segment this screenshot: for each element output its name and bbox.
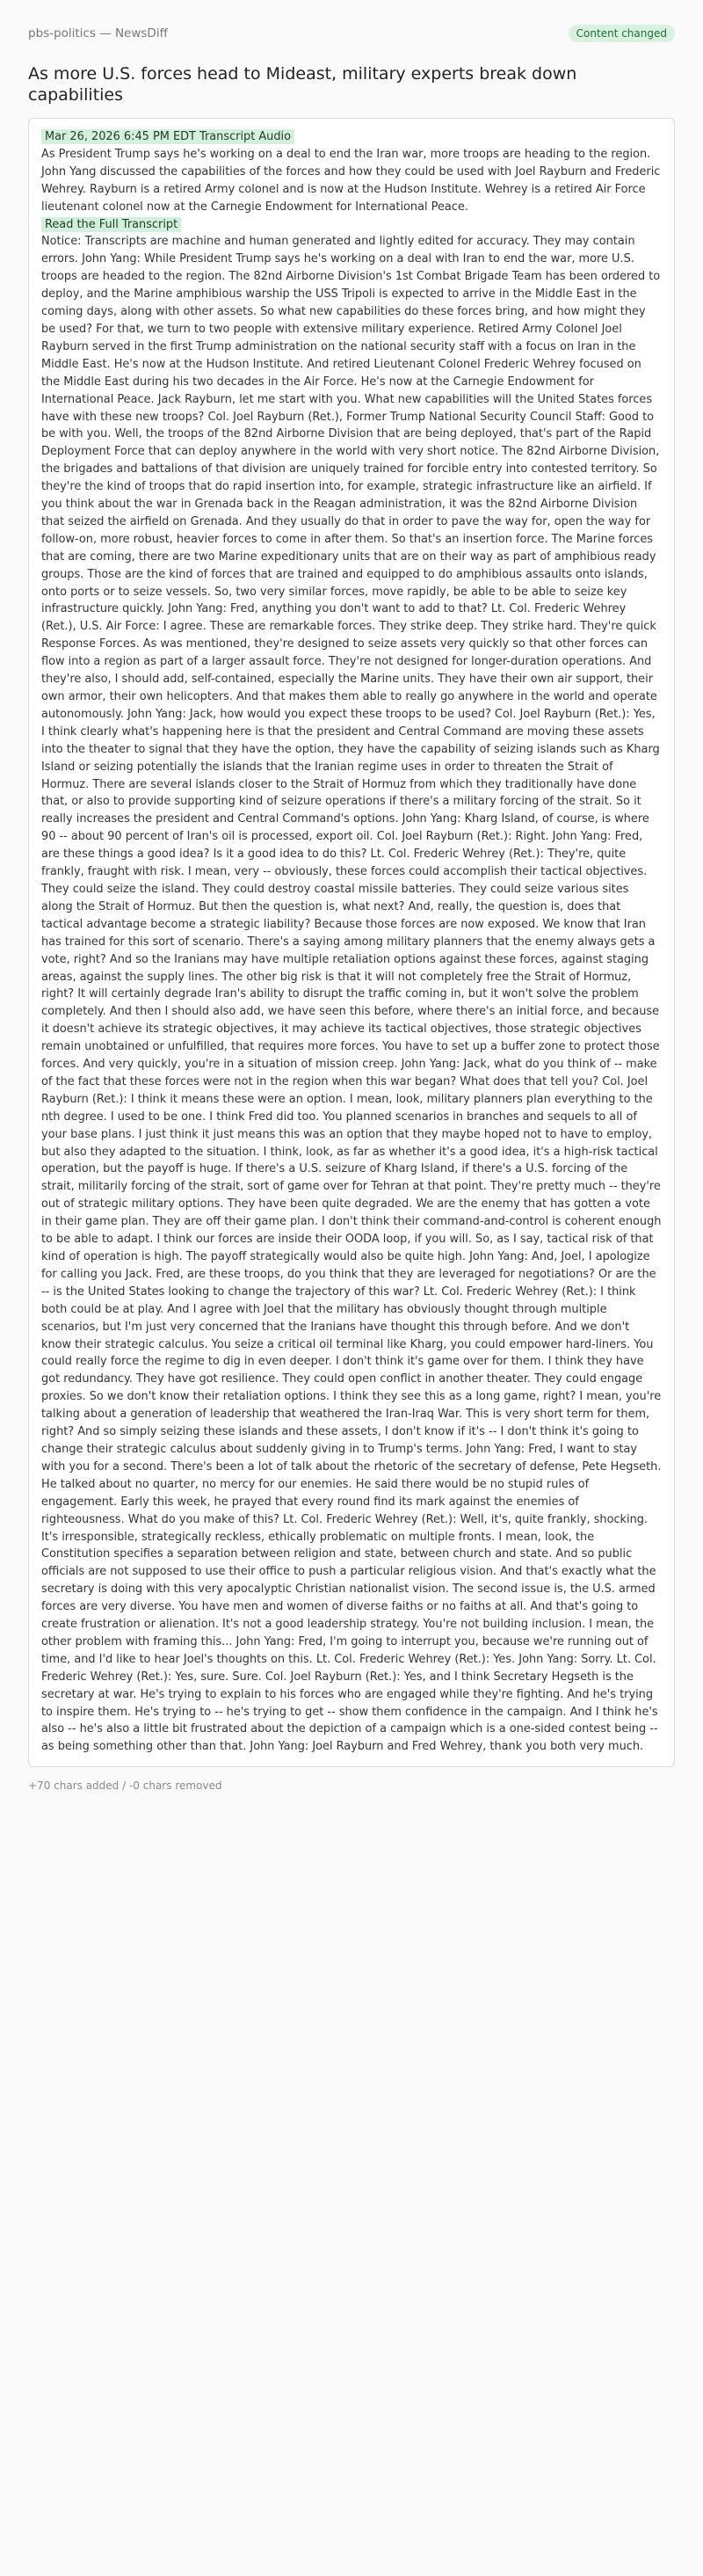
timestamp-highlight: Mar 26, 2026 6:45 PM EDT Transcript Audio <box>41 129 294 144</box>
transcript-label-highlight: Read the Full Transcript <box>41 217 181 232</box>
article-title: As more U.S. forces head to Mideast, military experts break down capabilities <box>28 64 577 105</box>
article-summary: As President Trump says he's working on a deal to end the Iran war, more troops are heading to the region. John Yang discussed the capabilities of the forces and how they could be used with Joel Rayburn and Frederic Wehrey. Rayburn is a retired Army colonel and is now at the Hudson Institute. Wehrey is a retired Air Force lieutenant colonel now at the Carnegie Endowment for International Peace. <box>41 147 661 214</box>
page-header <box>28 26 675 40</box>
source-label: pbs-politics — NewsDiff <box>28 26 168 40</box>
diff-summary: +70 chars added / -0 chars removed <box>28 1779 222 1793</box>
transcript-text: Notice: Transcripts are machine and human generated and lightly edited for accuracy. They may contain errors. John Yang: While President Trump says he's working on a deal with Iran to end the war, more U.S. troops are headed to the region. The 82nd Airborne Division's 1st Combat Brigade Team has been ordered to deploy, and the Marine amphibious warship the USS Tripoli is expected to arrive in the Middle East in the coming days, along with other assets. So what new capabilities do these forces bring, and how might they be used? For that, we turn to two people with extensive military experience. Retired Army Colonel Joel Rayburn served in the first Trump administration on the national security staff with a focus on Iran in the Middle East. He's now at the Hudson Institute. And retired Lieutenant Colonel Frederic Wehrey focused on the Middle East during his two decades in the Air Force. He's now at the Carnegie Endowment for International Peace. Jack Rayburn, let me start with you. What new capabilities will the United States forces have with these new troops? Col. Joel Rayburn (Ret.), Former Trump National Security Council Staff: Good to be with you. Well, the troops of the 82nd Airborne Division that are being deployed, that's part of the Rapid Deployment Force that can deploy anywhere in the world with very short notice. The 82nd Airborne Division, the brigades and battalions of that division are uniquely trained for forcible entry into contested territory. So they're the kind of troops that do rapid insertion into, for example, strategic infrastructure like an airfield. If you think about the war in Grenada back in the Reagan administration, it was the 82nd Airborne Division that seized the airfield on Grenada. And they usually do that in order to pave the way for, open the way for follow-on, more robust, heavier forces to come in after them. So that's an insertion force. The Marine forces that are coming, there are two Marine expeditionary units that are on their way as part of amphibious ready groups. Those are the kind of forces that are trained and equipped to do amphibious assaults onto islands, onto ports or to seize vessels. So, two very similar forces, move rapidly, be able to be able to seize key infrastructure quickly. John Yang: Fred, anything you don't want to add to that? Lt. Col. Frederic Wehrey (Ret.), U.S. Air Force: I agree. These are remarkable forces. They strike deep. They strike hard. They're quick Response Forces. As was mentioned, they're designed to seize assets very quickly so that other forces can flow into a region as part of a larger assault force. They're not designed for longer-duration operations. And they're also, I should add, self-contained, especially the Marine units. They have their own air support, their own armor, their own helicopters. And that makes them able to really go anywhere in the world and operate autonomously. John Yang: Jack, how would you expect these troops to be used? Col. Joel Rayburn (Ret.): Yes, I think clearly what's happening here is that the president and Central Command are moving these assets into the theater to signal that they have the option, they have the capability of seizing islands such as Kharg Island or seizing potentially the islands that the Iranian regime uses in order to threaten the Strait of Hormuz. There are several islands closer to the Strait of Hormuz from which they traditionally have done that, or also to provide supporting kind of seizure operations if there's a military forcing of the strait. So it really increases the president and Central Command's options. John Yang: Kharg Island, of course, is where 90 -- about 90 percent of Iran's oil is processed, export oil. Col. Joel Rayburn (Ret.): Right. John Yang: Fred, are these things a good idea? Is it a good idea to do this? Lt. Col. Frederic Wehrey (Ret.): They're, quite frankly, fraught with risk. I mean, very -- obviously, these forces could accomplish their tactical objectives. They could seize the island. They could destroy coastal missile batteries. They could seize various sites along the Strait of Hormuz. But then the question is, what next? And, really, the question is, does that tactical advantage become a strategic liability? Because those forces are now exposed. We know that Iran has trained for this sort of scenario. There's a saying among military planners that the enemy always gets a vote, right? And so the Iranians may have multiple retaliation options against these forces, against staging areas, against the supply lines. The other big risk is that it will not completely free the Strait of Hormuz, right? It will certainly degrade Iran's ability to disrupt the traffic coming in, but it won't solve the problem completely. And then I should also add, we have seen this before, where there's an initial force, and because it doesn't achieve its strategic objectives, it may achieve its tactical objectives, those strategic objectives remain unobtained or unfulfilled, that requires more forces. You have to set up a buffer zone to protect those forces. And very quickly, you're in a situation of mission creep. John Yang: Jack, what do you think of -- make of the fact that these forces were not in the region when this war began? What does that tell you? Col. Joel Rayburn (Ret.): I think it means these were an option. I mean, look, military planners plan everything to the nth degree. I used to be one. I think Fred did too. You planned scenarios in branches and sequels to all of your base plans. I just think it just means this was an option that they maybe hoped not to have to employ, but also they adapted to the situation. I think, look, as far as whether it's a good idea, it's a high-risk tactical operation, but the payoff is huge. If there's a U.S. seizure of Kharg Island, if there's a U.S. forcing of the strait, militarily forcing of the strait, sort of game over for Tehran at that point. They're pretty much -- they're out of strategic military options. They have been quite degraded. We are the enemy that has gotten a vote in their game plan. They are off their game plan. I don't think their command-and-control is coherent enough to be able to adapt. I think our forces are inside their OODA loop, if you will. So, as I say, tactical risk of that kind of operation is high. The payoff strategically would also be quite high. John Yang: And, Joel, I apologize for calling you Jack. Fred, are these troops, do you think that they are leveraged for negotiations? Or are the -- is the United States looking to change the trajectory of this war? Lt. Col. Frederic Wehrey (Ret.): I think both could be at play. And I agree with Joel that the military has obviously thought through multiple scenarios, but I'm just very concerned that the Iranians have thought this through before. And we don't know their strategic calculus. You seize a critical oil terminal like Kharg, you could empower hard-liners. You could really force the regime to dig in even deeper. I don't think it's game over for them. I think they have got redundancy. They have got resilience. They could open conflict in another theater. They could engage proxies. So we don't know their retaliation options. I think they see this as a long game, right? I mean, you're talking about a generation of leadership that weathered the Iran-Iraq War. This is very short term for them, right? And so simply seizing these islands and these assets, I don't know if it's -- I don't think it's going to change their strategic calculus about suddenly giving in to Trump's terms. John Yang: Fred, I want to stay with you for a second. There's been a lot of talk about the rhetoric of the secretary of defense, Pete Hegseth. He talked about no quarter, no mercy for our enemies. He said there would be no stupid rules of engagement. Early this week, he prayed that every round find its mark against the enemies of righteousness. What do you make of this? Lt. Col. Frederic Wehrey (Ret.): Well, it's, quite frankly, shocking. It's irresponsible, strategically reckless, ethically problematic on multiple fronts. I mean, look, the Constitution specifies a separation between religion and state, between church and state. And so public officials are not supposed to use their office to push a particular religious vision. And that's exactly what the secretary is doing with this very apocalyptic Christian nationalist vision. The second issue is, the U.S. armed forces are very diverse. You have men and women of diverse faiths or no faiths at all. And that's going to create frustration or alienation. It's not a good leadership strategy. You're not building inclusion. I mean, the other problem with framing this... John Yang: Fred, I'm going to interrupt you, because we're running out of time, and I'd like to hear Joel's thoughts on this. Lt. Col. Frederic Wehrey (Ret.): Yes. John Yang: Sorry. Lt. Col. Frederic Wehrey (Ret.): Yes, sure. Sure. Col. Joel Rayburn (Ret.): Yes, and I think Secretary Hegseth is the secretary at war. He's trying to explain to his forces who are engaged while they're fighting. And he's trying to inspire them. He's trying to -- he's trying to get -- show them confidence in the campaign. And I think he's also -- he's also a little bit frustrated about the depiction of a campaign which is a one-sided contest being -- as being something other than that. John Yang: Joel Rayburn and Fred Wehrey, thank you both very much. <box>41 235 662 1754</box>
article-card <box>28 118 675 1767</box>
status-badge: Content changed <box>569 25 675 42</box>
